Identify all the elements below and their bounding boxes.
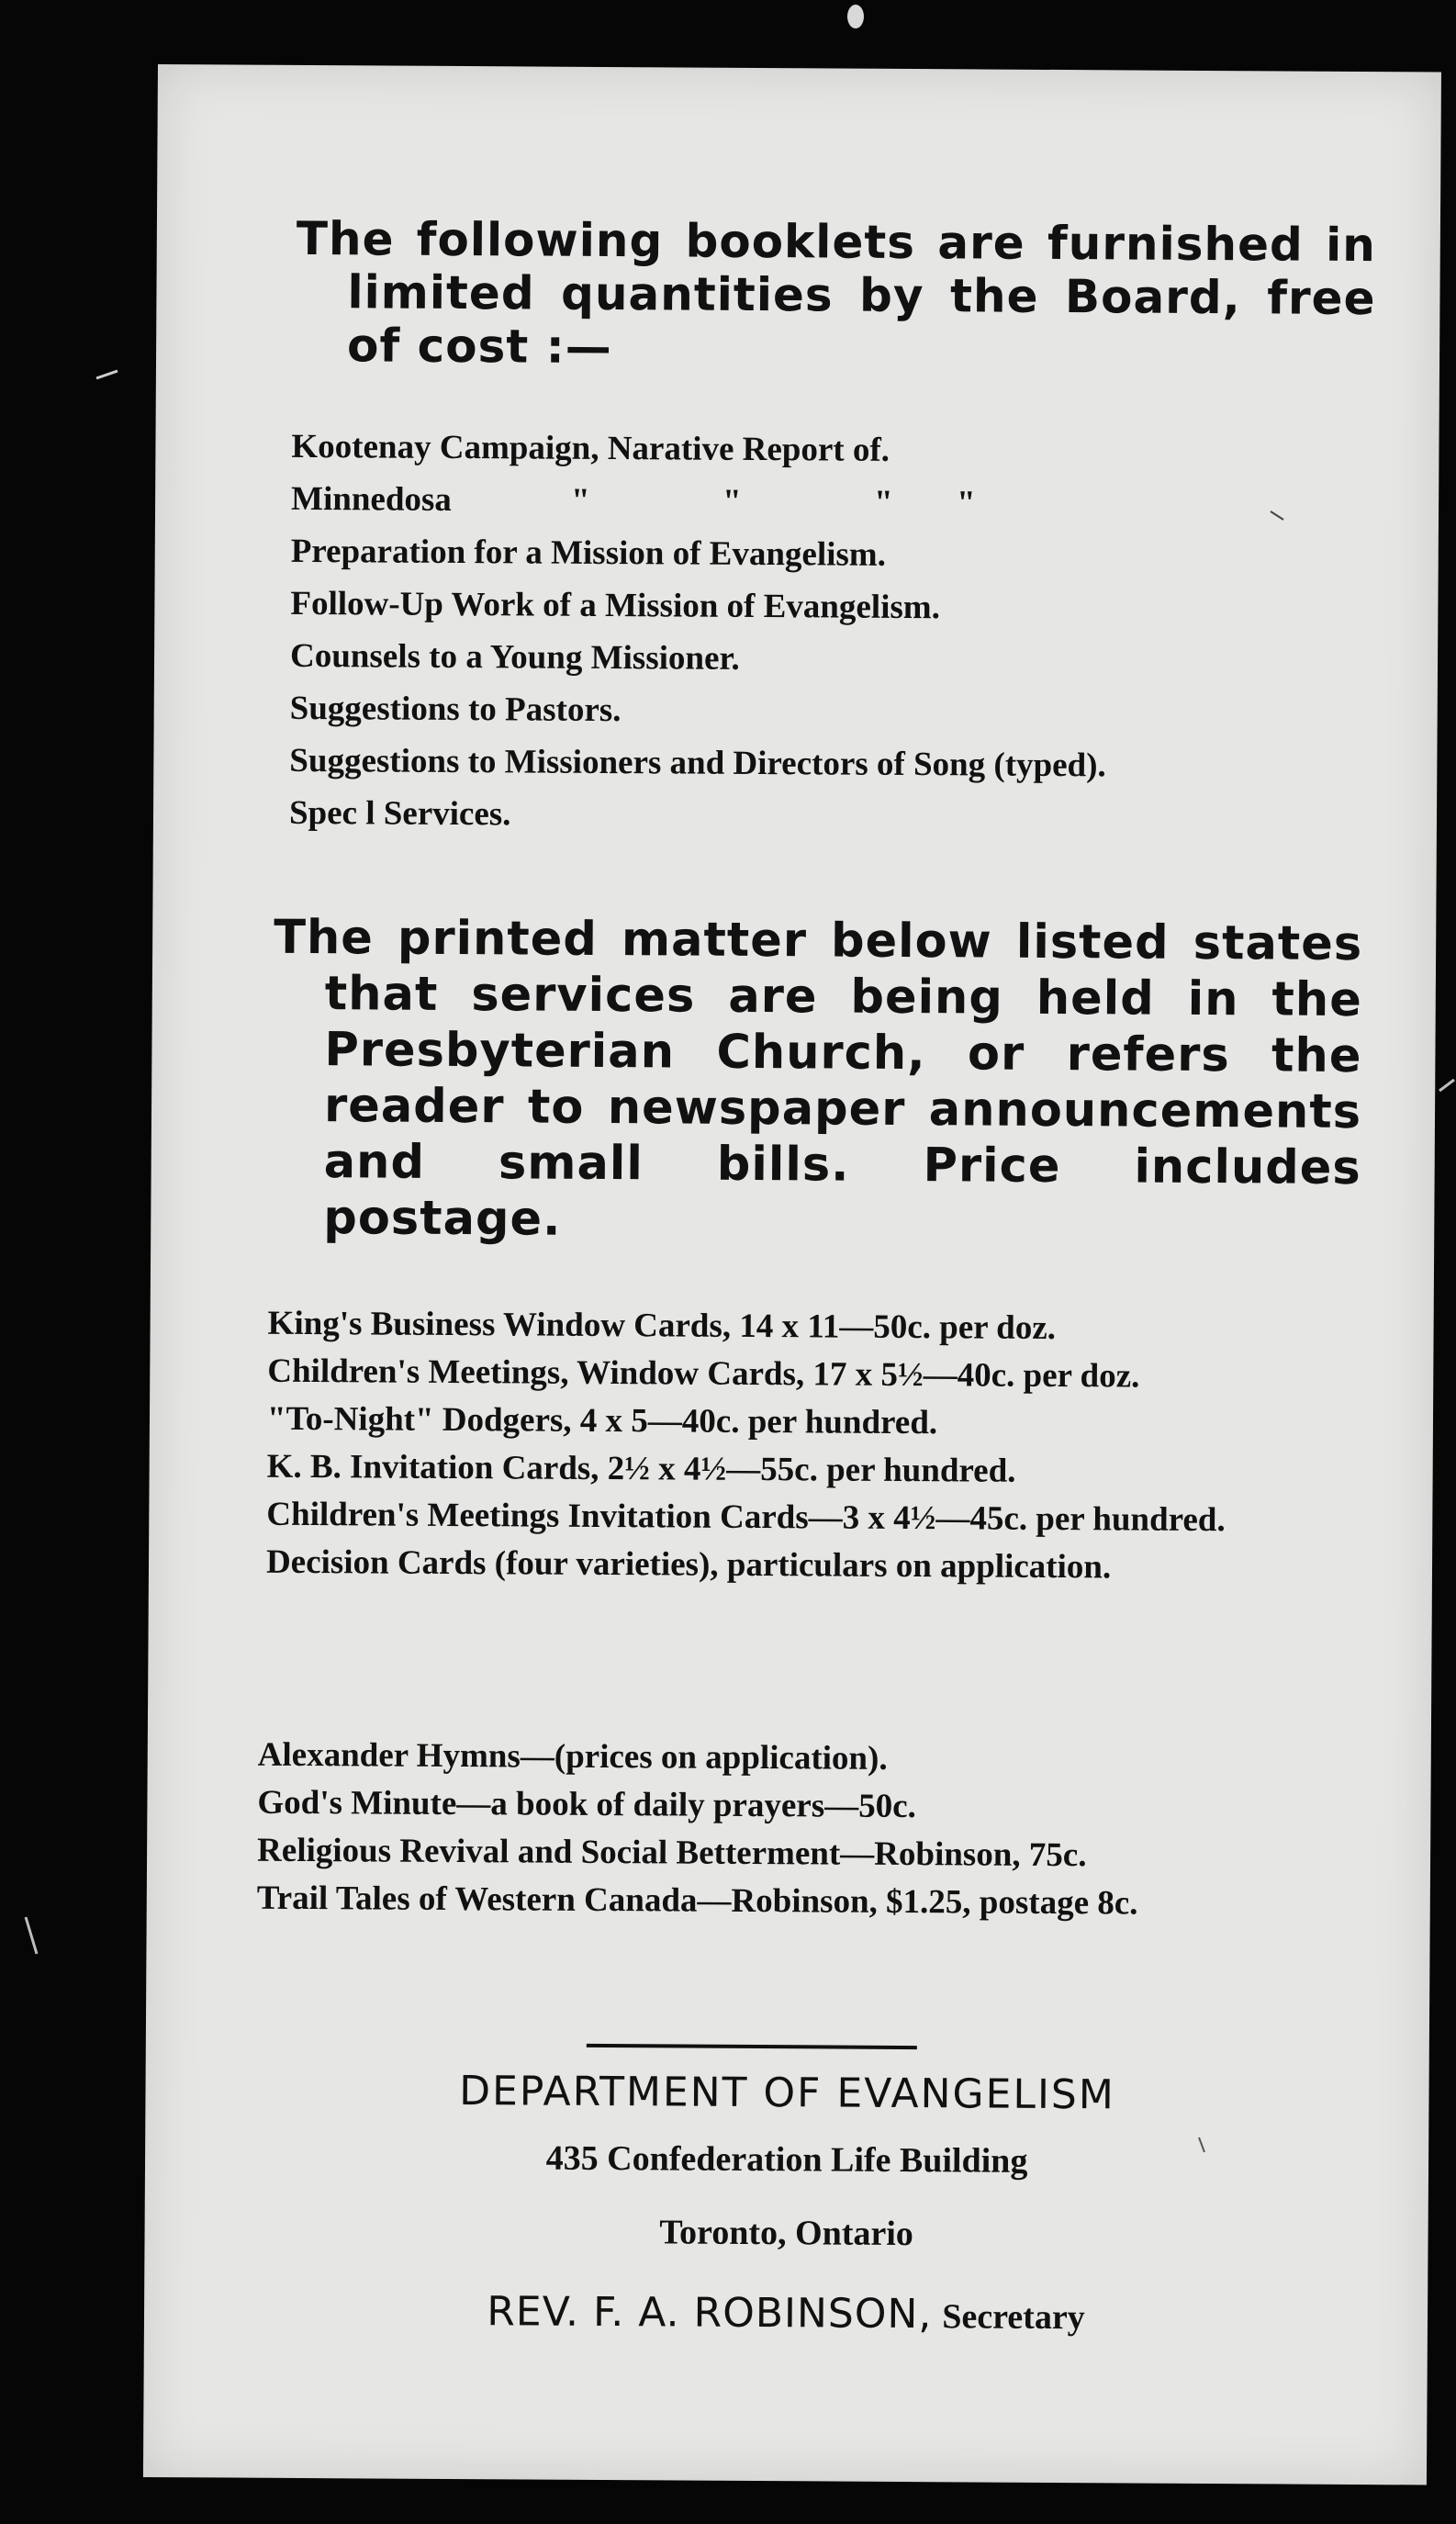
secretary-name: REV. F. A. ROBINSON, (487, 2288, 933, 2339)
ditto-mark: " (722, 482, 742, 521)
scan-dust-mark (96, 371, 118, 378)
other-item: Trail Tales of Western Canada—Robinson, $1.25, postage 8c. (256, 1879, 1138, 1923)
printed-matter-item: Decision Cards (four varieties), particulars on application. (265, 1542, 1112, 1587)
booklets-list (289, 428, 1311, 853)
printed-matter-heading: The printed matter below listed states that services are being held in the Presbyterian Church, or refers the reader to newspaper announcements and small bills. Price includes postage. (274, 910, 1363, 1247)
booklet-item: Spec l Services. (288, 793, 511, 834)
scan-dust-mark (1439, 1080, 1454, 1091)
printed-matter-item: "To-Night" Dodgers, 4 x 5—40c. per hundred. (266, 1399, 938, 1442)
ditto-mark: " (956, 484, 976, 522)
scan-dust-mark (847, 5, 864, 28)
printed-matter-item: K. B. Invitation Cards, 2½ x 4½—55c. per hundred. (266, 1447, 1016, 1490)
booklet-item: Suggestions to Missioners and Directors of Song (typed). (289, 741, 1106, 785)
ditto-mark: " (873, 483, 893, 522)
ditto-mark: " (570, 481, 590, 520)
booklet-item: Follow-Up Work of a Mission of Evangelism. (290, 584, 941, 627)
printed-matter-item: Children's Meetings Invitation Cards—3 x 4½—45c. per hundred. (266, 1495, 1226, 1540)
other-item: Alexander Hymns—(prices on application). (257, 1735, 888, 1778)
booklet-item: Suggestions to Pastors. (289, 689, 622, 730)
other-items-list (257, 1736, 1295, 1934)
printed-matter-item: Children's Meetings, Window Cards, 17 x 5½—40c. per doz. (267, 1352, 1140, 1396)
booklet-item: Preparation for a Mission of Evangelism. (290, 532, 887, 574)
department-address: 435 Confederation Life Building (545, 2138, 1028, 2181)
secretary-title: Secretary (942, 2297, 1085, 2338)
booklets-heading: The following booklets are furnished in limited quantities by the Board, free of cost :— (296, 211, 1376, 375)
booklet-item: Counsels to a Young Missioner. (289, 636, 740, 678)
other-item: God's Minute—a book of daily prayers—50c. (257, 1783, 916, 1826)
other-item: Religious Revival and Social Betterment—Robinson, 75c. (256, 1831, 1087, 1875)
printed-matter-list (266, 1305, 1305, 1598)
scan-dust-mark (26, 1917, 37, 1954)
department-city: Toronto, Ontario (659, 2213, 914, 2254)
booklet-item: Kootenay Campaign, Narative Report of. (291, 427, 890, 469)
printed-matter-item: King's Business Window Cards, 14 x 11—50c. per doz. (267, 1304, 1057, 1347)
booklet-item-minnedosa (291, 480, 1310, 525)
booklet-card (143, 64, 1441, 2485)
divider-rule (587, 2044, 917, 2049)
secretary-line (144, 2286, 1428, 2341)
booklet-item-name: Minnedosa (290, 479, 452, 519)
department-name: DEPARTMENT OF EVANGELISM (459, 2068, 1115, 2119)
